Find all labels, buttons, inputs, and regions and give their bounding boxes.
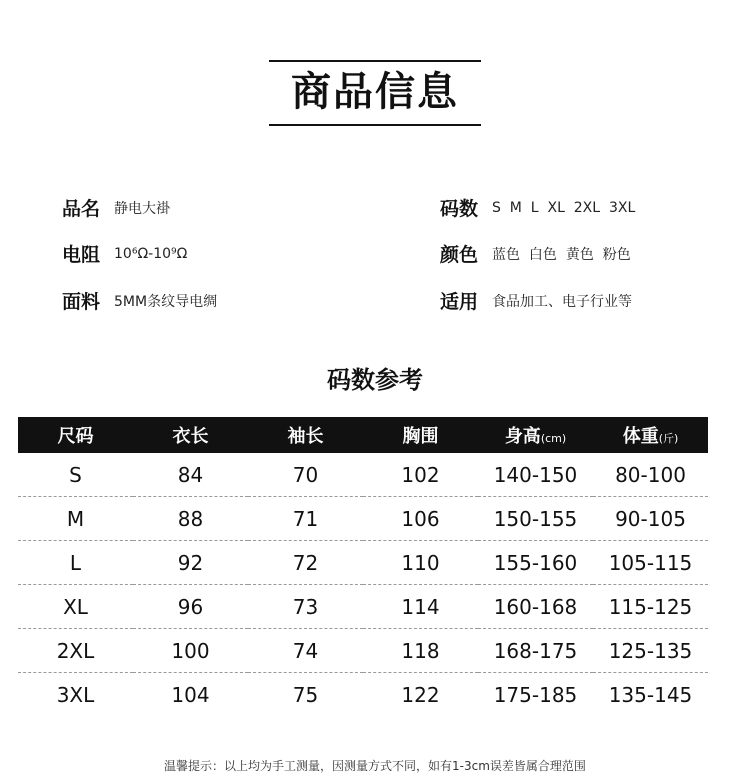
table-cell: 74 bbox=[248, 629, 363, 673]
table-row bbox=[18, 585, 708, 629]
info-colors-value: 蓝色 白色 黄色 粉色 bbox=[492, 246, 631, 263]
table-cell: 3XL bbox=[18, 673, 133, 717]
table-cell: 115-125 bbox=[593, 585, 708, 629]
title-section bbox=[0, 60, 750, 126]
table-cell: M bbox=[18, 497, 133, 541]
header-cell: 身高(cm) bbox=[478, 417, 593, 453]
table-cell: S bbox=[18, 453, 133, 497]
table-cell: 92 bbox=[133, 541, 248, 585]
table-cell: 122 bbox=[363, 673, 478, 717]
page-title: 商品信息 bbox=[269, 60, 481, 126]
table-cell: 110 bbox=[363, 541, 478, 585]
info-usage bbox=[440, 287, 632, 314]
table-row bbox=[18, 541, 708, 585]
info-usage-value: 食品加工、电子行业等 bbox=[492, 293, 633, 310]
table-cell: 2XL bbox=[18, 629, 133, 673]
table-cell: 73 bbox=[248, 585, 363, 629]
header-cell: 体重(斤) bbox=[593, 417, 708, 453]
product-info bbox=[0, 190, 750, 320]
info-fabric-label: 面料 bbox=[62, 291, 101, 313]
table-cell: 88 bbox=[133, 497, 248, 541]
table-cell: 84 bbox=[133, 453, 248, 497]
info-name-value: 静电大褂 bbox=[114, 200, 171, 217]
measurement-note: 温馨提示：以上均为手工测量，因测量方式不同，如有1-3cm误差皆属合理范围 bbox=[164, 759, 586, 773]
header-cell: 袖长 bbox=[248, 417, 363, 453]
info-colors bbox=[440, 240, 631, 267]
table-cell: 125-135 bbox=[593, 629, 708, 673]
info-fabric-value: 5MM条纹导电绸 bbox=[114, 293, 218, 310]
info-resistance bbox=[62, 240, 187, 267]
table-cell: 104 bbox=[133, 673, 248, 717]
info-sizes-label: 码数 bbox=[440, 198, 479, 220]
table-cell: 72 bbox=[248, 541, 363, 585]
table-cell: 105-115 bbox=[593, 541, 708, 585]
size-table bbox=[18, 417, 708, 717]
table-row bbox=[18, 453, 708, 497]
table-row bbox=[18, 673, 708, 717]
table-cell: L bbox=[18, 541, 133, 585]
size-table-header bbox=[18, 417, 708, 453]
table-cell: 155-160 bbox=[478, 541, 593, 585]
table-cell: 90-105 bbox=[593, 497, 708, 541]
header-cell: 胸围 bbox=[363, 417, 478, 453]
table-cell: 102 bbox=[363, 453, 478, 497]
table-cell: 160-168 bbox=[478, 585, 593, 629]
table-cell: 168-175 bbox=[478, 629, 593, 673]
table-cell: 118 bbox=[363, 629, 478, 673]
table-cell: 75 bbox=[248, 673, 363, 717]
info-name-label: 品名 bbox=[62, 198, 101, 220]
table-cell: 106 bbox=[363, 497, 478, 541]
table-cell: 96 bbox=[133, 585, 248, 629]
table-cell: 135-145 bbox=[593, 673, 708, 717]
table-cell: 175-185 bbox=[478, 673, 593, 717]
table-cell: 140-150 bbox=[478, 453, 593, 497]
info-fabric bbox=[62, 287, 217, 314]
header-unit: (斤) bbox=[658, 432, 679, 445]
table-cell: 100 bbox=[133, 629, 248, 673]
info-name bbox=[62, 194, 170, 221]
table-row bbox=[18, 629, 708, 673]
size-chart-title: 码数参考 bbox=[327, 366, 423, 394]
table-cell: 80-100 bbox=[593, 453, 708, 497]
header-cell: 衣长 bbox=[133, 417, 248, 453]
info-resistance-label: 电阻 bbox=[62, 244, 101, 266]
table-cell: XL bbox=[18, 585, 133, 629]
info-sizes bbox=[440, 194, 635, 221]
info-resistance-value: 10⁶Ω-10⁹Ω bbox=[114, 245, 188, 262]
info-sizes-value: S M L XL 2XL 3XL bbox=[492, 199, 636, 216]
table-row bbox=[18, 497, 708, 541]
table-cell: 71 bbox=[248, 497, 363, 541]
table-cell: 150-155 bbox=[478, 497, 593, 541]
info-colors-label: 颜色 bbox=[440, 244, 479, 266]
info-usage-label: 适用 bbox=[440, 291, 479, 313]
header-unit: (cm) bbox=[540, 432, 567, 445]
table-cell: 114 bbox=[363, 585, 478, 629]
table-cell: 70 bbox=[248, 453, 363, 497]
header-cell: 尺码 bbox=[18, 417, 133, 453]
